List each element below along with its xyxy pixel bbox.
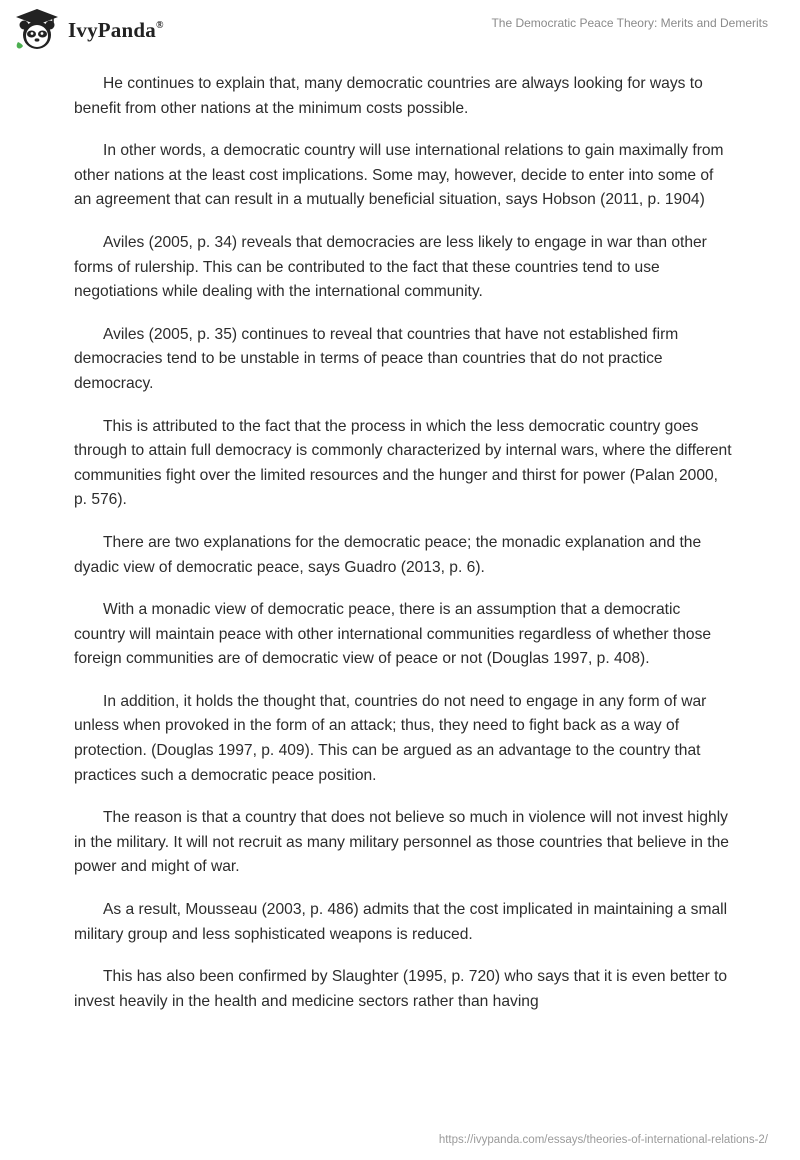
paragraph: As a result, Mousseau (2003, p. 486) admits that the cost implicated in maintaining a small military group and less sophisticated weapons is reduced. <box>74 901 728 943</box>
registered-mark: ® <box>155 19 164 31</box>
paragraph: He continues to explain that, many democratic countries are always looking for ways to benefit from other nations at the minimum costs possible. <box>74 75 703 117</box>
paragraph: With a monadic view of democratic peace, there is an assumption that a democratic country will maintain peace with other international communities regardless of whether those foreign communities are of democratic view of peace or not (Douglas 1997, p. 408). <box>74 601 712 668</box>
document-title: The Democratic Peace Theory: Merits and Demerits <box>491 16 768 30</box>
paragraph: In other words, a democratic country will use international relations to gain maximally from other nations at the least cost implications. Some may, however, decide to enter into some of an agreement that can result in a mutually beneficial situation, says Hobson (2011, p. 1904) <box>74 142 724 209</box>
source-url[interactable]: https://ivypanda.com/essays/theories-of-international-relations-2/ <box>438 1134 768 1146</box>
paragraph: Aviles (2005, p. 35) continues to reveal that countries that have not established firm democracies tend to be unstable in terms of peace than countries that do not practice democracy. <box>74 325 679 392</box>
page-header <box>0 0 800 60</box>
paragraph: The reason is that a country that does not believe so much in violence will not invest highly in the military. It will not recruit as many military personnel as those countries that believe in the power and might of war. <box>74 809 729 876</box>
essay-body <box>74 72 734 1032</box>
brand-name <box>68 18 164 43</box>
paragraph: This has also been confirmed by Slaughter (1995, p. 720) who says that it is even better to invest heavily in the health and medicine sectors rather than having <box>74 968 728 1010</box>
brand-text: IvyPanda <box>68 17 156 42</box>
paragraph: This is attributed to the fact that the process in which the less democratic country goes through to attain full democracy is commonly characterized by internal wars, where the different communities fight over the limited resources and the hunger and thirst for power (Palan 2000, p. 576). <box>74 417 732 509</box>
paragraph: In addition, it holds the thought that, countries do not need to engage in any form of war unless when provoked in the form of an attack; thus, they need to fight back as a way of protection. (Douglas 1997, p. 409). This can be argued as an advantage to the country that practices such a democratic peace position. <box>74 692 707 784</box>
paragraph: There are two explanations for the democratic peace; the monadic explanation and the dyadic view of democratic peace, says Guadro (2013, p. 6). <box>74 533 702 576</box>
paragraph: Aviles (2005, p. 34) reveals that democracies are less likely to engage in war than other forms of rulership. This can be contributed to the fact that these countries tend to use negotiations while dealing with the international community. <box>74 233 707 301</box>
panda-graduate-icon <box>14 8 60 52</box>
ivypanda-logo[interactable] <box>14 8 164 52</box>
